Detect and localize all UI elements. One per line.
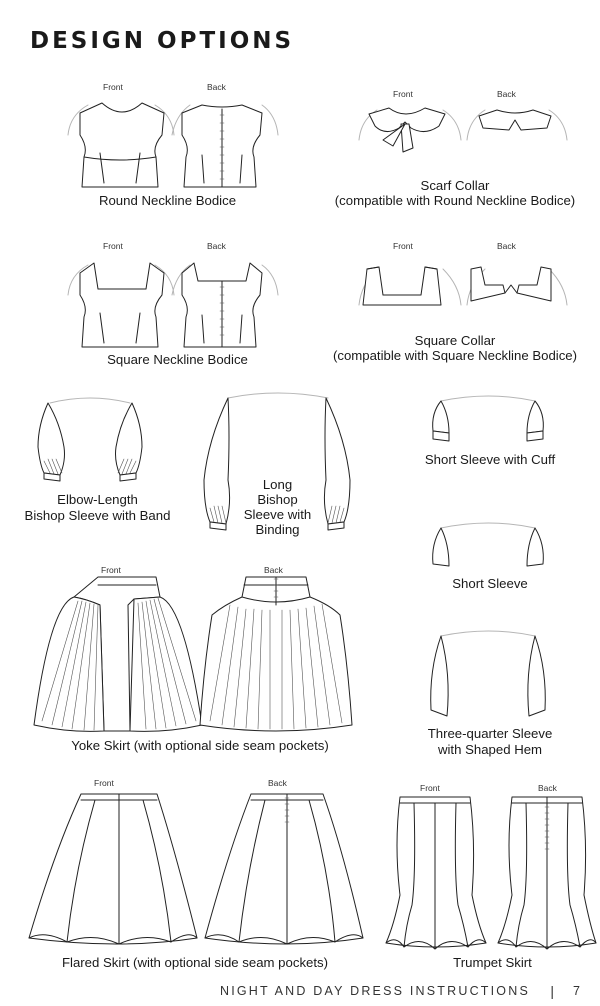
- short-sleeve-label: Short Sleeve: [452, 576, 528, 591]
- front-view-label: Front: [393, 241, 413, 251]
- front-view-label: Front: [103, 241, 123, 251]
- back-view-label: Back: [207, 241, 226, 251]
- square-collar-note: (compatible with Square Neckline Bodice): [332, 348, 578, 363]
- front-view-label: Front: [103, 82, 123, 92]
- square-collar-illustration: [355, 255, 555, 325]
- elbow-length-bishop-sleeve-illustration: [30, 395, 170, 485]
- yoke-skirt-label: Yoke Skirt (with optional side seam pockets): [71, 738, 329, 753]
- long-sleeve-label-line-3: Sleeve with: [243, 507, 312, 522]
- flared-skirt-illustration: [25, 790, 375, 950]
- elbow-sleeve-label-line-1: Elbow-Length: [57, 492, 138, 507]
- front-view-label: Front: [101, 565, 121, 575]
- front-view-label: Front: [420, 783, 440, 793]
- scarf-collar-note: (compatible with Round Neckline Bodice): [334, 193, 576, 208]
- long-sleeve-label-line-4: Binding: [255, 522, 300, 537]
- flared-skirt-label: Flared Skirt (with optional side seam pockets): [61, 955, 329, 970]
- round-neckline-bodice-illustration: [60, 95, 260, 195]
- three-quarter-sleeve-illustration: [425, 630, 555, 722]
- page-title: DESIGN OPTIONS: [30, 28, 295, 54]
- scarf-collar-illustration: [355, 100, 555, 160]
- square-neckline-bodice-illustration: [60, 255, 260, 355]
- footer-separator: |: [550, 983, 554, 999]
- back-view-label: Back: [497, 89, 516, 99]
- back-view-label: Back: [268, 778, 287, 788]
- round-neckline-bodice-label: Round Neckline Bodice: [98, 193, 237, 208]
- square-neckline-bodice-label: Square Neckline Bodice: [107, 352, 248, 367]
- scarf-collar-label: Scarf Collar: [420, 178, 490, 193]
- front-view-label: Front: [94, 778, 114, 788]
- three-quarter-sleeve-label-line-1: Three-quarter Sleeve: [427, 726, 553, 741]
- page-number: 7: [573, 984, 580, 998]
- elbow-sleeve-label-line-2: Bishop Sleeve with Band: [24, 508, 171, 523]
- short-sleeve-illustration: [425, 522, 555, 572]
- front-view-label: Front: [393, 89, 413, 99]
- short-sleeve-with-cuff-label: Short Sleeve with Cuff: [424, 452, 556, 467]
- back-view-label: Back: [207, 82, 226, 92]
- short-sleeve-with-cuff-illustration: [425, 395, 555, 445]
- square-collar-label: Square Collar: [414, 333, 496, 348]
- three-quarter-sleeve-label-line-2: with Shaped Hem: [437, 742, 543, 757]
- long-sleeve-label-line-1: Long: [262, 477, 293, 492]
- footer-title: NIGHT AND DAY DRESS INSTRUCTIONS: [219, 984, 530, 998]
- trumpet-skirt-label: Trumpet Skirt: [453, 955, 532, 970]
- back-view-label: Back: [538, 783, 557, 793]
- back-view-label: Back: [264, 565, 283, 575]
- yoke-skirt-illustration: [30, 575, 370, 735]
- trumpet-skirt-illustration: [382, 795, 597, 955]
- long-sleeve-label-line-2: Bishop: [257, 492, 298, 507]
- page-footer: [0, 984, 600, 1004]
- back-view-label: Back: [497, 241, 516, 251]
